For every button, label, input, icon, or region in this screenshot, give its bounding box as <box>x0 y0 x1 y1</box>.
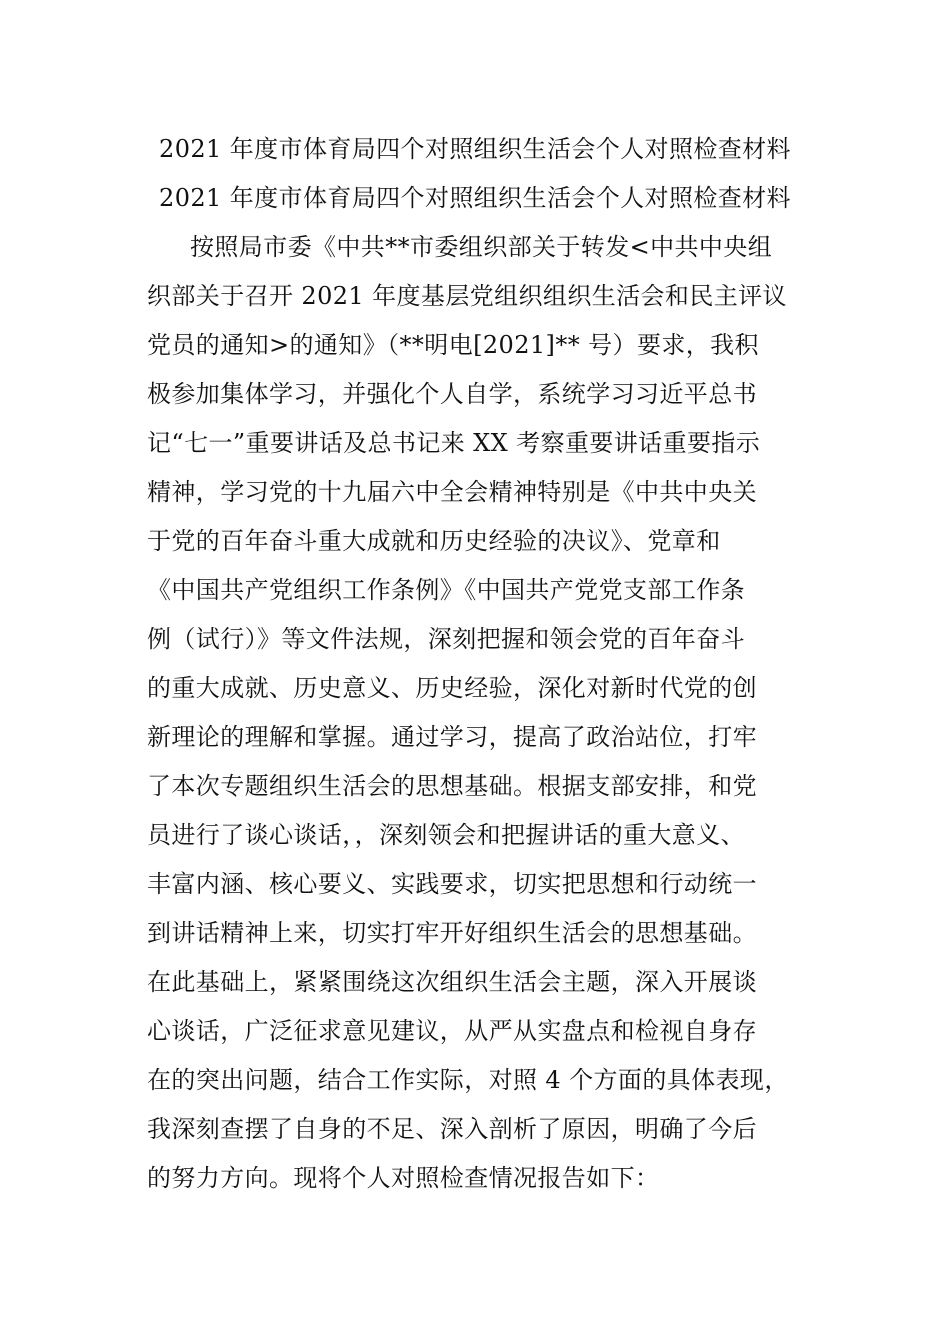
body-line: 精神，学习党的十九届六中全会精神特别是《中共中央关 <box>147 478 757 506</box>
body-line: 《中国共产党组织工作条例》《中国共产党党支部工作条 <box>147 576 745 604</box>
body-line: 党员的通知>的通知》（**明电[2021]** 号）要求，我积 <box>147 331 759 359</box>
document-title-line-1: 2021 年度市体育局四个对照组织生活会个人对照检查材料 <box>159 135 791 163</box>
body-line: 织部关于召开 2021 年度基层党组织组织生活会和民主评议 <box>147 282 787 310</box>
body-line: 员进行了谈心谈话，，深刻领会和把握讲话的重大意义、 <box>147 821 745 849</box>
body-line: 心谈话，广泛征求意见建议，从严从实盘点和检视自身存 <box>147 1017 757 1045</box>
body-line: 的努力方向。现将个人对照检查情况报告如下： <box>147 1164 660 1192</box>
body-line: 了本次专题组织生活会的思想基础。根据支部安排，和党 <box>147 772 757 800</box>
body-line: 极参加集体学习，并强化个人自学，系统学习习近平总书 <box>147 380 757 408</box>
body-line: 按照局市委《中共**市委组织部关于转发<中共中央组 <box>190 233 773 261</box>
body-line: 于党的百年奋斗重大成就和历史经验的决议》、党章和 <box>147 527 721 555</box>
body-line: 丰富内涵、核心要义、实践要求，切实把思想和行动统一 <box>147 870 757 898</box>
body-line: 记“七一”重要讲话及总书记来 XX 考察重要讲话重要指示 <box>147 429 761 457</box>
body-line: 例（试行）》等文件法规，深刻把握和领会党的百年奋斗 <box>147 625 745 653</box>
body-line: 在此基础上，紧紧围绕这次组织生活会主题，深入开展谈 <box>147 968 757 996</box>
body-line: 新理论的理解和掌握。通过学习，提高了政治站位，打牢 <box>147 723 757 751</box>
body-line: 我深刻查摆了自身的不足、深入剖析了原因，明确了今后 <box>147 1115 757 1143</box>
body-line: 的重大成就、历史意义、历史经验，深化对新时代党的创 <box>147 674 757 702</box>
document-title-line-2: 2021 年度市体育局四个对照组织生活会个人对照检查材料 <box>159 184 791 212</box>
body-line: 到讲话精神上来，切实打牢开好组织生活会的思想基础。 <box>147 919 757 947</box>
body-line: 在的突出问题，结合工作实际，对照 4 个方面的具体表现， <box>147 1066 789 1094</box>
